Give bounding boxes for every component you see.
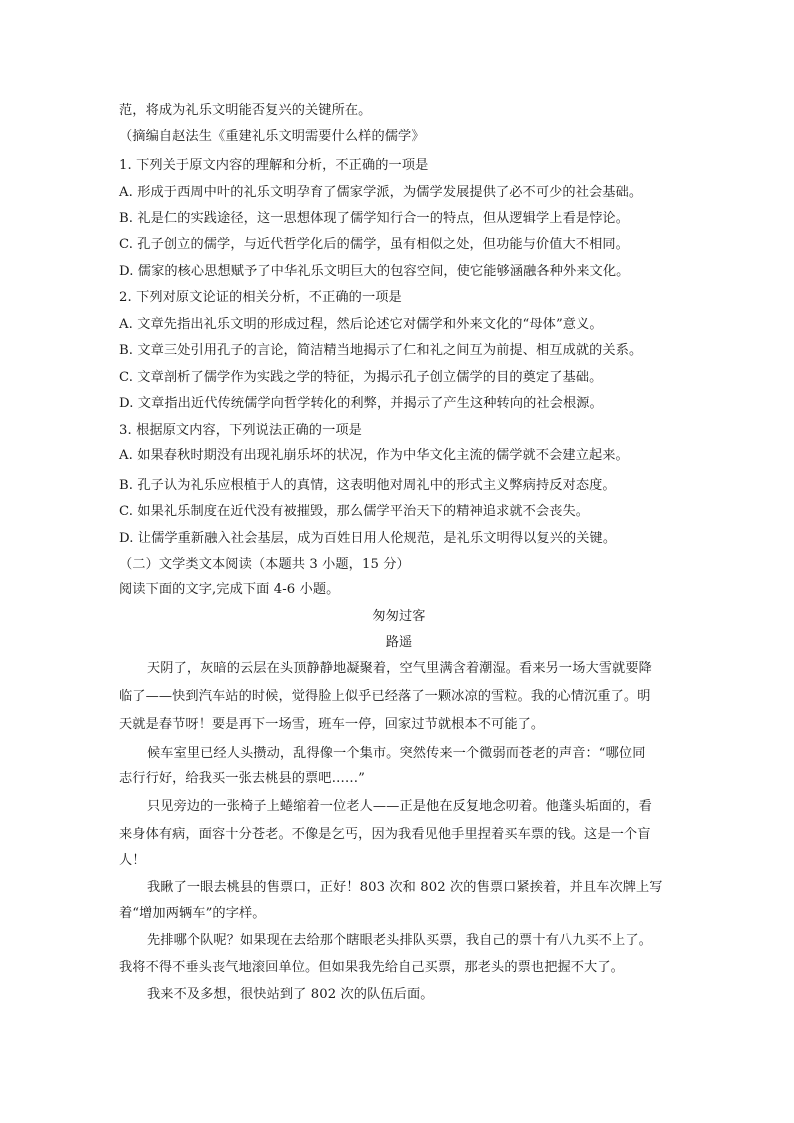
question-1-option-c: C. 孔子创立的儒学，与近代哲学化后的儒学，虽有相似之处，但功能与价值大不相同。 [119,237,629,252]
story-line: 我将不得不垂头丧气地滚回单位。但如果我先给自己买票，那老头的票也把握不大了。 [119,960,624,975]
story-line: 天就是春节呀！要是再下一场雪，班车一停，回家过节就根本不可能了。 [119,717,545,732]
story-line: 我瞅了一眼去桃县的售票口，正好！803 次和 802 次的售票口紧挨着，并且车次牌上写 [147,880,663,895]
section-instruction: 阅读下面的文字,完成下面 4-6 小题。 [119,582,340,597]
story-line: 临了——快到汽车站的时候，觉得脸上似乎已经落了一颗冰凉的雪粒。我的心情沉重了。明 [119,689,651,704]
question-1-stem: 1. 下列关于原文内容的理解和分析，不正确的一项是 [119,158,429,173]
question-1-option-b: B. 礼是仁的实践途径，这一思想体现了儒学知行合一的特点，但从逻辑学上看是悖论。 [119,211,630,226]
section-heading: （二）文学类文本阅读（本题共 3 小题，15 分） [119,557,410,572]
question-2-stem: 2. 下列对原文论证的相关分析，不正确的一项是 [119,290,402,305]
story-line: 志行行好，给我买一张去桃县的票吧……” [119,771,366,786]
story-title: 匆匆过客 [372,609,426,624]
passage-closing-line: 范，将成为礼乐文明能否复兴的关键所在。 [119,103,372,118]
question-3-option-b: B. 孔子认为礼乐应根植于人的真情，这表明他对周礼中的形式主义弊病持反对态度。 [119,478,616,493]
story-line: 人！ [119,853,146,868]
question-2-option-b: B. 文章三处引用孔子的言论，简洁精当地揭示了仁和礼之间互为前提、相互成就的关系。 [119,343,643,358]
question-1-option-d: D. 儒家的核心思想赋予了中华礼乐文明巨大的包容空间，使它能够涵融各种外来文化。 [119,264,630,279]
question-2-option-d: D. 文章指出近代传统儒学向哲学转化的利弊，并揭示了产生这种转向的社会根源。 [119,396,603,411]
story-line: 着“增加两辆车”的字样。 [119,906,266,921]
story-line: 候车室里已经人头攒动，乱得像一个集市。突然传来一个微弱而苍老的声音：“哪位同 [147,746,646,761]
question-3-option-d: D. 让儒学重新融入社会基层，成为百姓日用人伦规范，是礼乐文明得以复兴的关键。 [119,531,617,546]
question-2-option-c: C. 文章剖析了儒学作为实践之学的特征，为揭示孔子创立儒学的目的奠定了基础。 [119,370,603,385]
story-author: 路遥 [385,635,413,650]
story-line: 只见旁边的一张椅子上蜷缩着一位老人——正是他在反复地念叨着。他蓬头垢面的，看 [147,799,652,814]
story-line: 我来不及多想，很快站到了 802 次的队伍后面。 [147,987,434,1002]
question-2-option-a: A. 文章先指出礼乐文明的形成过程，然后论述它对儒学和外来文化的“母体”意义。 [119,317,603,332]
passage-citation: （摘编自赵法生《重建礼乐文明需要什么样的儒学》 [119,129,425,144]
question-3-option-a: A. 如果春秋时期没有出现礼崩乐坏的状况，作为中华文化主流的儒学就不会建立起来。 [119,448,629,463]
question-1-option-a: A. 形成于西周中叶的礼乐文明孕育了儒家学派，为儒学发展提供了必不可少的社会基础。 [119,185,643,200]
story-line: 来身体有病，面容十分苍老。不像是乞丐，因为我看见他手里捏着买车票的钱。这是一个盲 [119,827,651,842]
story-line: 先排哪个队呢？如果现在去给那个瞎眼老头排队买票，我自己的票十有八九买不上了。 [147,933,652,948]
question-3-stem: 3. 根据原文内容，下列说法正确的一项是 [119,423,362,438]
question-3-option-c: C. 如果礼乐制度在近代没有被摧毁，那么儒学平治天下的精神追求就不会丧失。 [119,504,590,519]
story-line: 天阴了，灰暗的云层在头顶静静地凝聚着，空气里满含着潮湿。看来另一场大雪就要降 [147,661,652,676]
